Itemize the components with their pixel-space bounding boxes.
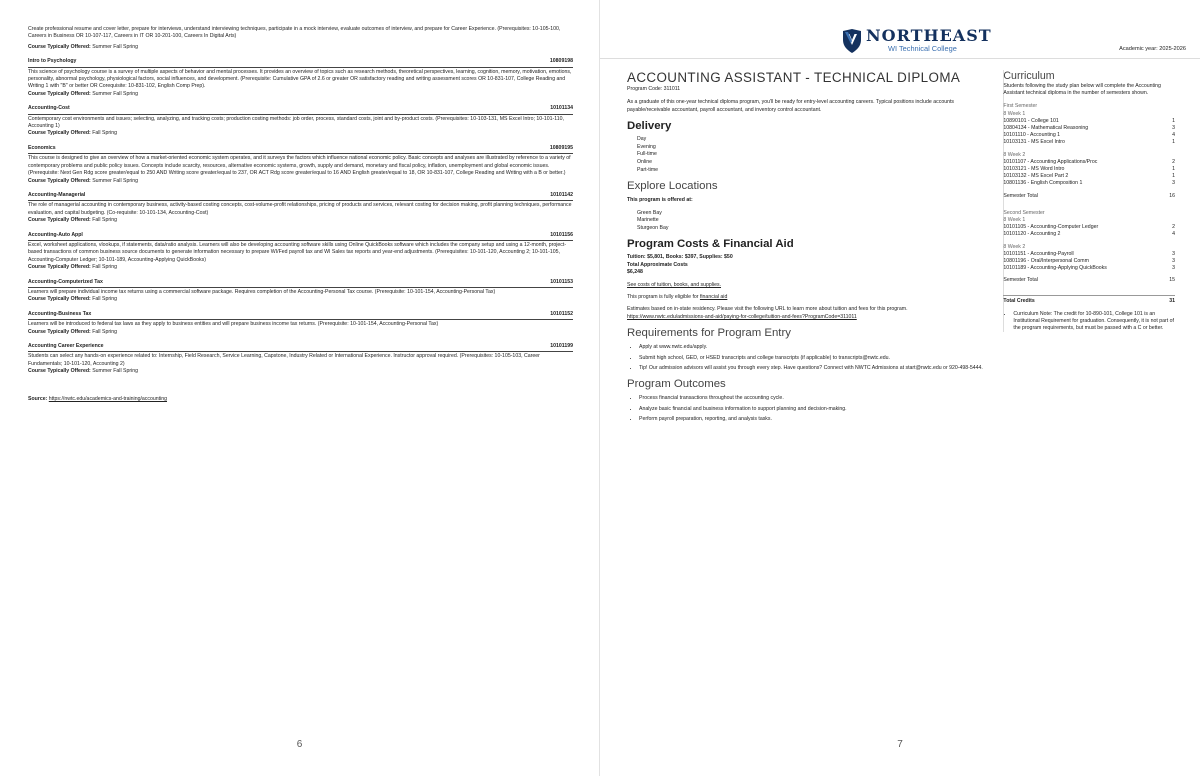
outcomes-heading: Program Outcomes	[627, 378, 726, 391]
financial-aid-text: This program is fully eligible for	[627, 294, 699, 300]
course-number: 10809198	[549, 58, 573, 65]
course-number: 10809195	[549, 144, 573, 151]
course-number: 10101142	[550, 191, 573, 198]
semester-label: Second Semester	[1003, 209, 1045, 216]
course-number: 10101152	[550, 310, 573, 317]
requirement-item: • Submit high school, GED, or HSED transcripts and college transcripts (if applicable) to transcripts@nwtc.edu.	[639, 355, 989, 362]
source-link[interactable]: https://nwtc.edu/academics-and-training/accounting	[48, 395, 168, 402]
location-item: Marinette	[637, 217, 659, 224]
curriculum-course-name: 10101120 - Accounting 2	[1003, 231, 1061, 238]
curriculum-course-name: 10103121 - MS Word Intro	[1003, 166, 1065, 173]
curriculum-course-credits: 4	[1172, 132, 1175, 139]
course-offered	[28, 329, 573, 336]
semester-total-value: 16	[1169, 192, 1175, 199]
course-header	[28, 145, 573, 154]
offered-value: Fall Spring	[92, 264, 117, 271]
offered-label: Course Typically Offered:	[28, 217, 91, 224]
curriculum-course-credits: 3	[1172, 265, 1175, 272]
course-number: 10101199	[550, 343, 573, 349]
course-description: Learners will be introduced to federal tax laws as they apply to business entities and will prepare business income tax returns. (Prerequisite: 10-101-154, Accounting-Personal Tax)	[28, 321, 439, 328]
financial-aid-link[interactable]: financial aid	[699, 294, 728, 300]
course-header	[28, 105, 573, 114]
course-offered	[28, 368, 573, 375]
curriculum-course-name: 10804134 - Mathematical Reasoning	[1003, 125, 1089, 132]
course-entry	[28, 343, 573, 376]
curriculum-course-name: 10890101 - College 101	[1003, 117, 1059, 124]
offered-value: Summer Fall Spring	[92, 368, 139, 375]
estimate-text: Estimates based on in-state residency. Please visit the following URL to learn more about tuition and fees for this program.	[627, 306, 908, 313]
course-entry	[28, 279, 573, 304]
curriculum-course-credits: 3	[1172, 125, 1175, 132]
program-code: Program Code: 311011	[627, 86, 681, 92]
course-offered	[28, 296, 573, 303]
total-credits-row	[1003, 295, 1175, 305]
week-label: 8 Week 1	[1003, 110, 1026, 117]
curriculum-course-row	[1003, 180, 1175, 187]
course-entry	[28, 105, 573, 138]
semester-total-row	[1003, 193, 1175, 200]
total-costs-value: $6,248	[627, 269, 643, 276]
page-number: 7	[897, 739, 903, 750]
outcomes-list	[627, 395, 989, 423]
delivery-item: Evening	[637, 143, 656, 150]
course-description: Contemporary cost environments and issues; selecting, analyzing, and tracking costs; production costing methods: job order, process, standard costs, joint and by-product costs. (Prerequisites: 10-103-131, MS Excel Intro; 10-101-110, Accounting 1)	[28, 115, 564, 130]
intro-text: Create professional resume and cover letter, prepare for interviews, understand interviewing techniques, participate in a mock interview, evaluate outcomes of interview, and prepare for Career Experience. (Prerequisites: 10-105-100, Careers in Business OR 10-107-117, Careers in IT OR 10-201-100, Careers In Digital Arts)	[28, 26, 561, 40]
curriculum-course-name: 10103131 - MS Excel Intro	[1003, 139, 1065, 146]
delivery-list	[627, 136, 989, 174]
location-item: Green Bay	[637, 209, 662, 216]
curriculum-course-name: 10103132 - MS Excel Part 2	[1003, 173, 1069, 180]
course-name: Economics	[28, 144, 56, 151]
curriculum-course-row	[1003, 132, 1175, 139]
curriculum-course-credits: 2	[1172, 158, 1175, 165]
curriculum-course-row	[1003, 173, 1175, 180]
curriculum-course-credits: 1	[1172, 139, 1175, 146]
offered-value: Summer Fall Spring	[92, 90, 139, 97]
course-description: Excel, worksheet applications, vlookups, if statements, data/ratio analysis. Learners will also be developing accounting software skills using Online QuickBooks software which includes the company setup and using a 12-month, project-based transactions of common business source documents to generate information necessary to prepare WI/Fed payroll tax and WI Sales tax reports and year-end adjustments. (Prerequisites: 10-101-120, Accounting 2; 10-101-105, Accounting-Computer Ledger; 10-101-189, Accounting-Applying QuickBooks)	[28, 241, 567, 263]
page-right	[600, 0, 1200, 776]
academic-year: Academic year: 2025-2026	[1119, 46, 1186, 52]
curriculum-course-row	[1003, 258, 1175, 265]
curriculum-course-row	[1003, 265, 1175, 272]
locations-offered-at: This program is offered at:	[627, 197, 693, 204]
curriculum-course-row	[1003, 118, 1175, 125]
tuition-line: Tuition: $5,801, Books: $397, Supplies: $50	[627, 254, 733, 261]
see-costs-link[interactable]: See costs of tuition, books, and supplies.	[627, 281, 722, 288]
curriculum-course-name: 10101107 - Accounting Applications/Proc	[1003, 158, 1098, 165]
course-header	[28, 192, 573, 201]
curriculum-course-row	[1003, 166, 1175, 173]
offered-value: Fall Spring	[92, 328, 117, 335]
tuition-url-link[interactable]: https://www.nwtc.edu/admissions-and-aid/paying-for-college/tuition-and-fees?ProgramCode=311011	[627, 313, 857, 320]
curriculum-course-row	[1003, 251, 1175, 258]
curriculum-course-credits: 4	[1172, 231, 1175, 238]
course-entry	[28, 58, 573, 98]
total-credits-label: Total Credits	[1003, 297, 1035, 304]
curriculum-course-name: 10101105 - Accounting-Computer Ledger	[1003, 224, 1099, 231]
course-name: Intro to Psychology	[28, 58, 77, 65]
course-header	[28, 279, 573, 288]
program-title: ACCOUNTING ASSISTANT - TECHNICAL DIPLOMA	[627, 70, 961, 85]
course-header	[28, 311, 573, 320]
offered-label: Course Typically Offered:	[28, 328, 91, 335]
curriculum-course-name: 10801136 - English Composition 1	[1003, 180, 1083, 187]
costs-heading: Program Costs & Financial Aid	[627, 238, 794, 251]
semester-total-value: 15	[1169, 277, 1175, 284]
week-label: 8 Week 2	[1003, 243, 1026, 250]
offered-value: Summer Fall Spring	[92, 177, 139, 184]
course-entry	[28, 311, 573, 336]
course-offered	[28, 217, 573, 224]
requirements-heading: Requirements for Program Entry	[627, 327, 791, 340]
source-label: Source:	[28, 395, 48, 402]
course-entry	[28, 232, 573, 272]
curriculum-course-credits: 1	[1172, 173, 1175, 180]
curriculum-note: • Curriculum Note: The credit for 10-890-101, College 101 is an Institutional Requirement for graduation. Consequently, it is not part of the program requirements, but must be passed with a C or better.	[1013, 311, 1175, 333]
offered-label: Course Typically Offered:	[28, 264, 91, 271]
offered-label: Course Typically Offered:	[28, 130, 91, 137]
curriculum-course-name: 10101110 - Accounting 1	[1003, 132, 1061, 139]
offered-label: Course Typically Offered:	[28, 43, 91, 50]
semester-total-label: Semester Total	[1003, 277, 1038, 284]
total-credits-value: 31	[1169, 297, 1175, 304]
course-header	[28, 58, 573, 67]
outcome-item: • Analyze basic financial and business information to support planning and decision-making.	[639, 406, 989, 413]
estimate-note	[627, 306, 989, 321]
delivery-heading: Delivery	[627, 120, 672, 133]
logo-subtitle: WI Technical College	[888, 44, 957, 53]
semester-block	[1003, 103, 1175, 199]
page-number: 6	[296, 739, 303, 750]
delivery-item: Full-time	[637, 151, 657, 158]
requirement-item: • Apply at www.nwtc.edu/apply.	[639, 344, 989, 351]
semester-label: First Semester	[1003, 103, 1038, 110]
locations-heading: Explore Locations	[627, 180, 718, 193]
logo-name: NORTHEAST	[866, 26, 992, 45]
offered-label: Course Typically Offered:	[28, 296, 91, 303]
course-name: Accounting-Cost	[28, 105, 70, 112]
course-name: Accounting-Auto Appl	[28, 231, 83, 238]
curriculum-course-credits: 3	[1172, 250, 1175, 257]
course-entry	[28, 192, 573, 225]
program-main-column	[627, 70, 989, 427]
course-description: Students can select any hands-on experience related to: Internship, Field Research, Service Learning, Capstone, Industry Related or International Experience. Instructor approval required. (Prerequisites: 10-105-103, Career Fundamentals; 10-101-120, Accounting 2)	[28, 353, 540, 367]
header-divider	[600, 58, 1200, 59]
course-offered	[28, 130, 573, 137]
course-number: 10101156	[550, 231, 573, 238]
semester-total-label: Semester Total	[1003, 192, 1038, 199]
delivery-item: Online	[637, 159, 652, 165]
course-header	[28, 343, 573, 352]
shield-logo-icon	[842, 29, 862, 53]
curriculum-course-credits: 1	[1172, 117, 1175, 124]
curriculum-heading: Curriculum	[1003, 70, 1055, 82]
semester-block	[1003, 210, 1175, 285]
curriculum-course-name: 10801196 - Oral/Interpersonal Comm	[1003, 258, 1089, 265]
course-number: 10101134	[550, 105, 573, 112]
outcome-item: • Perform payroll preparation, reporting, and analysis tasks.	[639, 416, 989, 423]
course-description: The role of managerial accounting in contemporary business, activity-based costing concepts, cost-volume-profit relationships, pricing of products and services, relevant costing for decision making, profit planning techniques, performance evaluation, and capital budgeting. (Co-requisite: 10-101-134, Accounting-Cost)	[28, 202, 572, 216]
delivery-item: Day	[637, 136, 647, 143]
curriculum-course-row	[1003, 139, 1175, 146]
curriculum-course-credits: 1	[1172, 166, 1175, 173]
curriculum-course-row	[1003, 231, 1175, 238]
week-label: 8 Week 1	[1003, 217, 1026, 224]
curriculum-course-name: 10101189 - Accounting-Applying QuickBooks	[1003, 265, 1107, 272]
course-list	[28, 58, 573, 375]
curriculum-course-credits: 3	[1172, 180, 1175, 187]
course-offered	[28, 178, 573, 185]
course-description: This course is designed to give an overview of how a market-oriented economic system operates, and it surveys the factors which influence national economic policy. Basic concepts and analyses are illustrated by reference to a variety of contemporary problems and public policy issues. Concepts include scarcity, resources, alternative economic systems, growth, supply and demand, monetary and fiscal policy, inflation, unemployment and global economic issues. (Prerequisite: Next Gen Rdg score greater/equal to 250 AND Writing score greater/equal to 237, OR ACT Rdg score greater/equal to 16 AND English greater/equal to 18, OR 10-831-107, College Reading and Writing with a B or better.)	[28, 155, 571, 177]
offered-label: Course Typically Offered:	[28, 177, 91, 184]
curriculum-course-credits: 3	[1172, 258, 1175, 265]
course-name: Accounting-Business Tax	[28, 310, 92, 317]
course-entry	[28, 145, 573, 185]
course-name: Accounting-Computerized Tax	[28, 278, 103, 285]
curriculum-course-row	[1003, 224, 1175, 231]
source-line	[28, 396, 573, 403]
location-item: Sturgeon Bay	[637, 224, 669, 231]
course-header	[28, 232, 573, 241]
intro-offered	[28, 44, 573, 51]
offered-label: Course Typically Offered:	[28, 368, 91, 375]
outcome-item: • Process financial transactions throughout the accounting cycle.	[639, 395, 989, 402]
curriculum-course-row	[1003, 159, 1175, 166]
requirements-list	[627, 344, 989, 372]
curriculum-course-row	[1003, 125, 1175, 132]
semester-list	[1003, 103, 1175, 284]
course-descriptions	[28, 26, 573, 403]
offered-value: Fall Spring	[92, 217, 117, 224]
locations-list	[627, 210, 989, 233]
delivery-item: Part-time	[637, 166, 659, 173]
total-costs-label: Total Approximate Costs	[627, 261, 688, 268]
course-number: 10101153	[550, 278, 573, 285]
course-description: This science of psychology course is a survey of multiple aspects of behavior and mental processes. It provides an overview of topics such as research methods, theoretical perspectives, learning, cognition, memory, motivation, emotions, personality, abnormal psychology, physiological factors, social influences, and development. (Prerequisite: Cumulative GPA of 2.6 or greater OR satisfactory reading and writing assessment scores OR 10-831-107, College Reading and Writing 1 with "B" or better OR Corequisite: 10-831-102, English Comp Prep).	[28, 68, 572, 90]
offered-label: Course Typically Offered:	[28, 90, 91, 97]
semester-total-row	[1003, 277, 1175, 284]
college-logo	[842, 28, 992, 54]
curriculum-description: Students following the study plan below will complete the Accounting Assistant technical diploma in the number of semesters shown.	[1003, 83, 1161, 97]
course-offered	[28, 91, 573, 98]
curriculum-course-name: 10101151 - Accounting-Payroll	[1003, 250, 1074, 257]
curriculum-column	[1003, 70, 1175, 332]
course-name: Accounting Career Experience	[28, 343, 104, 349]
course-name: Accounting-Managerial	[28, 191, 86, 198]
course-description: Learners will prepare individual income tax returns using a commercial software package. Requires completion of the Accounting-Personal Tax course. (Prerequisite: 10-101-154, Accounting-Personal Tax)	[28, 288, 496, 295]
week-label: 8 Week 2	[1003, 151, 1026, 158]
program-description: As a graduate of this one-year technical diploma program, you'll be ready for entry-level accounting careers. Typical positions include accounts payable/receivable accountant, payroll accountant, and inventory control accountant.	[627, 99, 955, 113]
financial-aid-line	[627, 294, 989, 301]
offered-value: Fall Spring	[92, 130, 117, 137]
curriculum-note-list	[1003, 311, 1175, 333]
offered-value: Fall Spring	[92, 296, 117, 303]
requirement-item: • Tip! Our admission advisors will assist you through every step. Have questions? Connect with NWTC Admissions at start@nwtc.edu or 920-498-5444.	[639, 365, 989, 372]
course-offered	[28, 264, 573, 271]
offered-value: Summer Fall Spring	[92, 43, 139, 50]
curriculum-course-credits: 2	[1172, 224, 1175, 231]
